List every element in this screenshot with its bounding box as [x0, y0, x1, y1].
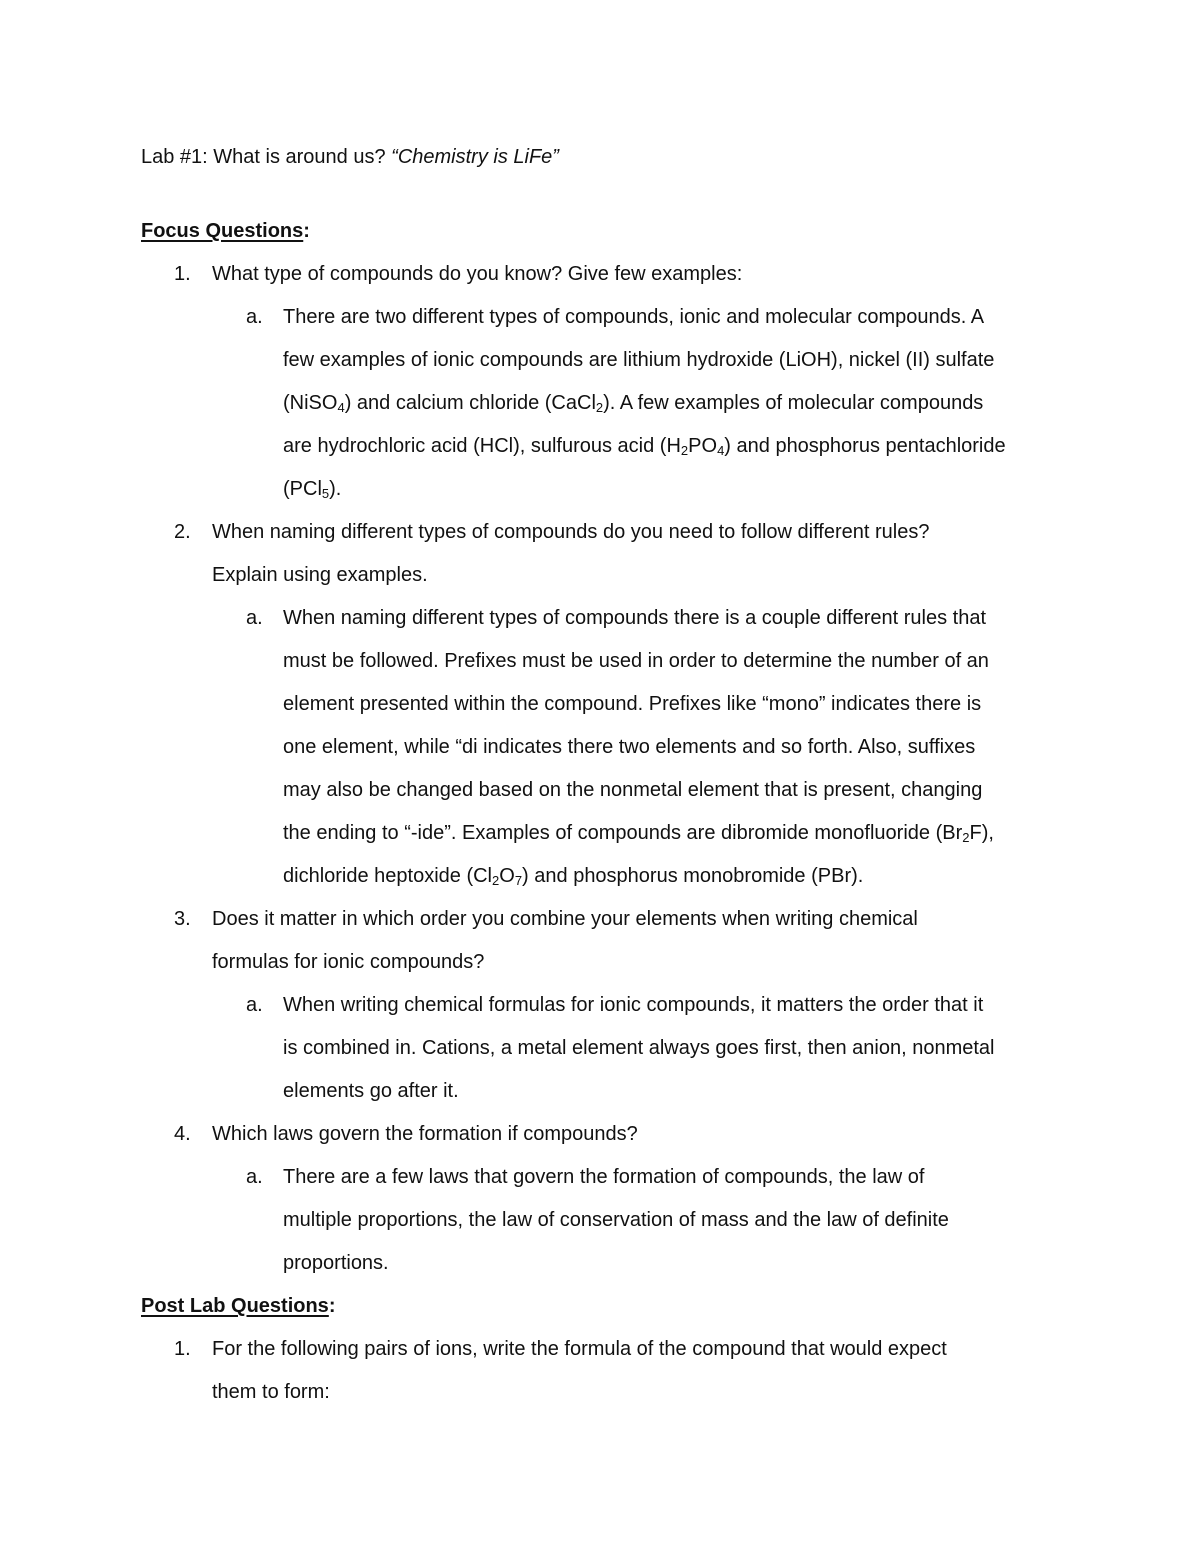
answer-line: There are a few laws that govern the formation of compounds, the law of [283, 1166, 925, 1188]
text-run: ). A few examples of molecular compounds [603, 392, 984, 414]
answer-line [283, 434, 1006, 458]
text-run: ). [329, 478, 342, 500]
focus-questions-heading [141, 219, 310, 243]
subscript: 4 [717, 443, 725, 458]
question-line: When naming different types of compounds do you need to follow different rules? [212, 521, 930, 543]
text-run: (PCl [283, 478, 322, 500]
text-run: are hydrochloric acid (HCl), sulfurous acid (H [283, 435, 681, 457]
answer-line: must be followed. Prefixes must be used in order to determine the number of an [283, 650, 989, 672]
post-heading-text: Post Lab Questions [141, 1295, 329, 1317]
subscript: 2 [680, 443, 689, 458]
text-run: ) and phosphorus pentachloride [724, 435, 1006, 457]
question-line: Explain using examples. [212, 564, 428, 586]
question-number: 4. [174, 1123, 191, 1145]
answer-letter: a. [246, 306, 263, 328]
post-lab-questions-heading [141, 1294, 335, 1318]
text-run: (NiSO [283, 392, 338, 414]
answer-letter: a. [246, 607, 263, 629]
text-run: F), [969, 822, 994, 844]
focus-heading-colon: : [303, 220, 310, 242]
text-run: ) and calcium chloride (CaCl [344, 392, 596, 414]
answer-line: When naming different types of compounds there is a couple different rules that [283, 607, 987, 629]
subscript: 5 [321, 486, 330, 501]
answer-line [283, 864, 863, 888]
question-number: 1. [174, 263, 191, 285]
question-line: Which laws govern the formation if compounds? [212, 1123, 638, 1145]
subscript: 2 [492, 873, 500, 888]
answer-line: one element, while “di indicates there two elements and so forth. Also, suffixes [283, 736, 976, 758]
text-run: dichloride heptoxide (Cl [283, 865, 493, 887]
answer-line: elements go after it. [283, 1080, 459, 1102]
subscript: 4 [337, 400, 345, 415]
question-line: Does it matter in which order you combine your elements when writing chemical [212, 908, 918, 930]
question-line: them to form: [212, 1381, 330, 1403]
focus-heading-text: Focus Questions [141, 220, 304, 242]
answer-line [283, 477, 341, 501]
question-line: For the following pairs of ions, write the formula of the compound that would expect [212, 1338, 947, 1360]
answer-line [283, 391, 983, 415]
question-number: 3. [174, 908, 191, 930]
post-heading-colon: : [328, 1295, 336, 1317]
answer-line: proportions. [283, 1252, 389, 1274]
lab-title [141, 145, 559, 169]
answer-line: element presented within the compound. Prefixes like “mono” indicates there is [283, 693, 982, 715]
question-number: 1. [174, 1338, 191, 1360]
answer-line: multiple proportions, the law of conservation of mass and the law of definite [283, 1209, 949, 1231]
text-run: O [499, 865, 515, 887]
answer-letter: a. [246, 1166, 263, 1188]
subscript: 7 [514, 873, 523, 888]
answer-line [283, 821, 994, 845]
text-run: PO [688, 435, 718, 457]
subscript: 2 [962, 830, 970, 845]
text-run: the ending to “-ide”. Examples of compounds are dibromide monofluoride (Br [283, 822, 963, 844]
answer-line: is combined in. Cations, a metal element always goes first, then anion, nonmetal [283, 1037, 995, 1059]
question-line: formulas for ionic compounds? [212, 951, 485, 973]
question-number: 2. [174, 521, 191, 543]
answer-letter: a. [246, 994, 263, 1016]
answer-line: There are two different types of compounds, ionic and molecular compounds. A [283, 306, 985, 328]
text-run: ) and phosphorus monobromide (PBr). [522, 865, 864, 887]
lab-title-italic: “Chemistry is LiFe” [391, 146, 559, 168]
answer-line: When writing chemical formulas for ionic compounds, it matters the order that it [283, 994, 984, 1016]
question-line: What type of compounds do you know? Give few examples: [212, 263, 743, 285]
subscript: 2 [595, 400, 604, 415]
lab-title-main: Lab #1: What is around us? [141, 146, 392, 168]
answer-line: few examples of ionic compounds are lithium hydroxide (LiOH), nickel (II) sulfate [283, 349, 995, 371]
answer-line: may also be changed based on the nonmetal element that is present, changing [283, 779, 983, 801]
